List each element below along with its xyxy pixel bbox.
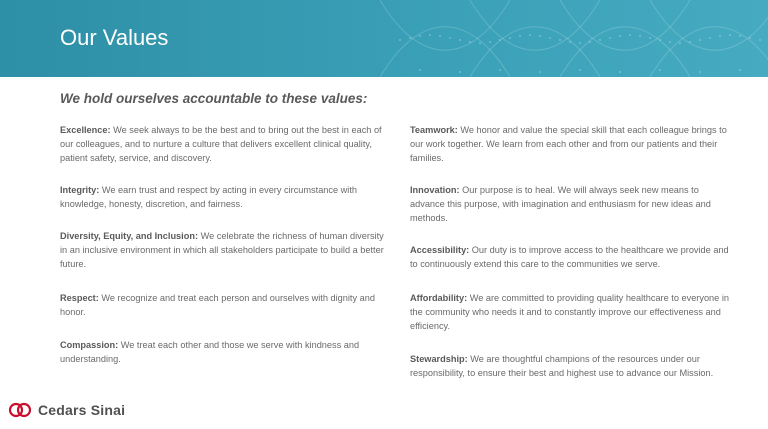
value-name: Innovation: [410,185,460,195]
value-name: Diversity, Equity, and Inclusion: [60,231,199,241]
value-accessibility [410,243,735,271]
value-excellence [60,123,385,165]
value-name: Affordability: [410,293,468,303]
value-text: We are thoughtful champions of the resources under our responsibility, to ensure their best and highest use to advance our Mission. [410,354,714,378]
value-respect [60,291,385,319]
header-banner [0,0,768,77]
value-name: Teamwork: [410,125,458,135]
value-name: Stewardship: [410,354,468,364]
cedars-sinai-logo [8,399,125,421]
value-teamwork [410,123,735,165]
value-name: Accessibility: [410,245,470,255]
value-name: Excellence: [60,125,111,135]
value-name: Compassion: [60,340,119,350]
value-text: Our purpose is to heal. We will always seek new means to advance this purpose, with imagination and enthusiasm for new ideas and methods. [410,185,711,223]
page-title: Our Values [60,25,169,50]
intro-heading: We hold ourselves accountable to these values: [60,91,368,106]
value-stewardship [410,352,735,380]
value-text: We seek always to be the best and to bring out the best in each of our colleagues, and to nurture a culture that delivers excellent clinical quality, patient safety, service, and discovery. [60,125,382,163]
value-affordability [410,291,735,333]
value-text: We earn trust and respect by acting in every circumstance with knowledge, honesty, discretion, and fairness. [60,185,358,209]
value-text: We celebrate the richness of human diversity in an inclusive environment in which all stakeholders participate to build a better future. [60,231,384,269]
logo-text: Cedars Sinai [38,402,126,418]
cedars-sinai-logo-icon [8,400,32,420]
value-text: We honor and value the special skill that each colleague brings to our work together. We learn from each other and from our patients and their families. [410,125,727,163]
value-name: Respect: [60,293,99,303]
value-compassion [60,338,385,366]
value-integrity [60,183,385,211]
value-text: We recognize and treat each person and ourselves with dignity and honor. [60,293,375,317]
value-innovation [410,183,735,225]
value-diversity [60,229,385,271]
value-text: We are committed to providing quality healthcare to everyone in the community who needs it and to constantly improve our effectiveness and efficiency. [410,293,729,331]
value-text: Our duty is to improve access to the healthcare we provide and to continuously extend this care to the communities we serve. [410,245,729,269]
value-text: We treat each other and those we serve with kindness and understanding. [60,340,360,364]
value-name: Integrity: [60,185,100,195]
